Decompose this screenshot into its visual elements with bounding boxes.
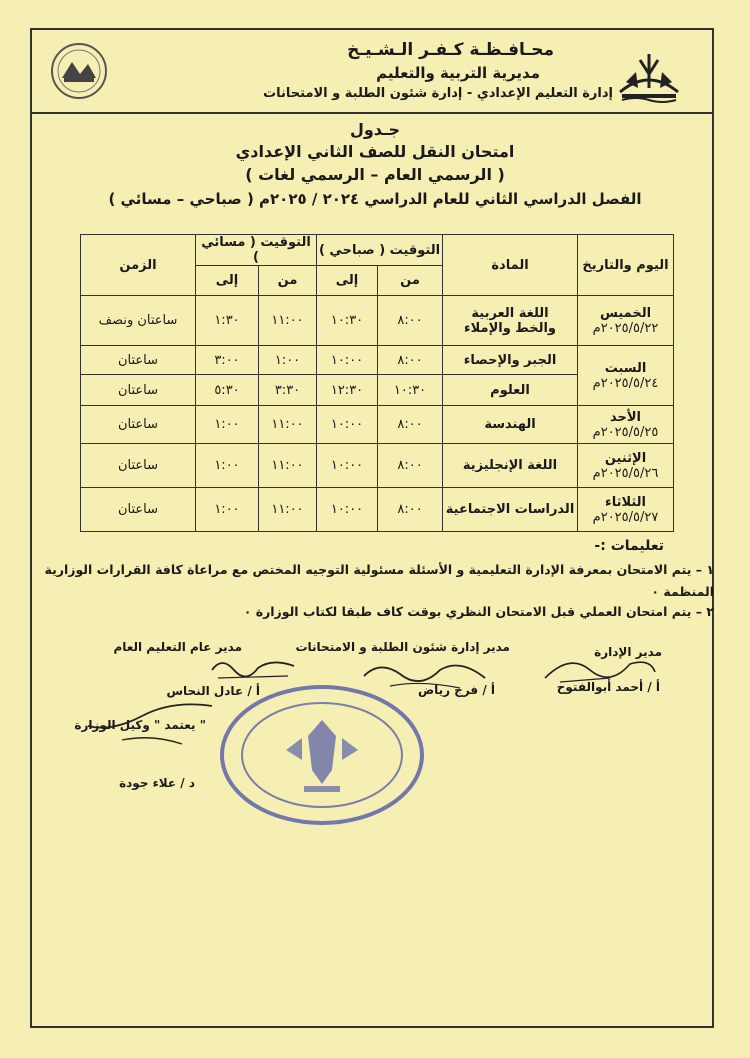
header-evening-to: إلى bbox=[196, 266, 259, 296]
deputy-name: د / علاء جودة bbox=[119, 776, 195, 790]
evening-from-cell: ١١:٠٠ bbox=[259, 296, 317, 346]
subject-cell: العلوم bbox=[443, 375, 578, 406]
day-date-cell: الثلاثاء ٢٠٢٥/٥/٢٧م bbox=[578, 488, 674, 532]
general-manager-signature bbox=[208, 652, 298, 682]
duration-cell: ساعتان bbox=[81, 406, 196, 444]
evening-to-cell: ١:٠٠ bbox=[196, 444, 259, 488]
morning-to-cell: ١٠:٠٠ bbox=[317, 444, 378, 488]
duration-cell: ساعتان bbox=[81, 346, 196, 375]
admin-manager-title: مدير الإدارة bbox=[594, 645, 662, 659]
evening-from-cell: ١١:٠٠ bbox=[259, 488, 317, 532]
evening-to-cell: ٣:٠٠ bbox=[196, 346, 259, 375]
morning-from-cell: ٨:٠٠ bbox=[378, 346, 443, 375]
governorate-name: محـافـظـة كـفـر الـشـيـخ bbox=[347, 40, 554, 60]
header-evening-from: من bbox=[259, 266, 317, 296]
duration-cell: ساعتان bbox=[81, 375, 196, 406]
duration-cell: ساعتان ونصف bbox=[81, 296, 196, 346]
table-row bbox=[81, 406, 674, 444]
morning-to-cell: ١٠:٠٠ bbox=[317, 346, 378, 375]
subject-cell: اللغة الإنجليزية bbox=[443, 444, 578, 488]
day-date-cell: الخميس ٢٠٢٥/٥/٢٢م bbox=[578, 296, 674, 346]
admin-manager-name: أ / أحمد أبوالفتوح bbox=[556, 680, 660, 694]
duration-cell: ساعتان bbox=[81, 444, 196, 488]
evening-to-cell: ١:٠٠ bbox=[196, 488, 259, 532]
morning-from-cell: ٨:٠٠ bbox=[378, 444, 443, 488]
morning-from-cell: ٨:٠٠ bbox=[378, 488, 443, 532]
evening-to-cell: ١:٠٠ bbox=[196, 406, 259, 444]
morning-from-cell: ١٠:٣٠ bbox=[378, 375, 443, 406]
approve-title: " يعتمد " وكيل الوزارة bbox=[74, 718, 206, 732]
instruction-1-line-2: المنظمة ٠ bbox=[651, 584, 714, 599]
subject-cell: الدراسات الاجتماعية bbox=[443, 488, 578, 532]
general-manager-name: أ / عادل النحاس bbox=[166, 684, 260, 698]
header-divider bbox=[30, 112, 714, 114]
evening-from-cell: ١١:٠٠ bbox=[259, 444, 317, 488]
morning-to-cell: ١٠:٣٠ bbox=[317, 296, 378, 346]
governorate-logo-icon bbox=[616, 48, 682, 104]
day-date-cell: السبت ٢٠٢٥/٥/٢٤م bbox=[578, 346, 674, 406]
exam-schedule-table bbox=[80, 234, 674, 532]
ministry-logo-icon bbox=[48, 40, 110, 102]
subject-cell: اللغة العربية والخط والإملاء bbox=[443, 296, 578, 346]
table-row bbox=[81, 296, 674, 346]
header-subject: المادة bbox=[443, 235, 578, 296]
header-evening: التوقيت ( مسائي ) bbox=[196, 235, 317, 266]
deputy-signature bbox=[82, 696, 222, 756]
subject-cell: الهندسة bbox=[443, 406, 578, 444]
day-date-cell: الأحد ٢٠٢٥/٥/٢٥م bbox=[578, 406, 674, 444]
header-morning-from: من bbox=[378, 266, 443, 296]
header-day-date: اليوم والتاريخ bbox=[578, 235, 674, 296]
table-row bbox=[81, 346, 674, 375]
subject-cell: الجبر والإحصاء bbox=[443, 346, 578, 375]
morning-to-cell: ١٠:٠٠ bbox=[317, 406, 378, 444]
instructions-heading: تعليمات :- bbox=[594, 538, 664, 554]
affairs-manager-name: أ / فرج رياض bbox=[417, 683, 495, 697]
evening-from-cell: ٣:٣٠ bbox=[259, 375, 317, 406]
morning-to-cell: ١٠:٠٠ bbox=[317, 488, 378, 532]
morning-from-cell: ٨:٠٠ bbox=[378, 406, 443, 444]
header-duration: الزمن bbox=[81, 235, 196, 296]
directorate-name: مديرية التربية والتعليم bbox=[376, 64, 540, 82]
evening-to-cell: ١:٣٠ bbox=[196, 296, 259, 346]
header-morning: التوقيت ( صباحي ) bbox=[317, 235, 443, 266]
duration-cell: ساعتان bbox=[81, 488, 196, 532]
evening-to-cell: ٥:٣٠ bbox=[196, 375, 259, 406]
exam-title: امتحان النقل للصف الثاني الإعدادي bbox=[235, 142, 515, 161]
morning-from-cell: ٨:٠٠ bbox=[378, 296, 443, 346]
general-manager-title: مدير عام التعليم العام bbox=[113, 640, 242, 654]
term-line: الفصل الدراسي الثاني للعام الدراسي ٢٠٢٤ / ٢٠٢٥م ( صباحي – مسائي ) bbox=[108, 190, 642, 208]
evening-from-cell: ١:٠٠ bbox=[259, 346, 317, 375]
instruction-2: ٢ – يتم امتحان العملي قبل الامتحان النظري بوقت كاف طبقا لكتاب الوزارة ٠ bbox=[243, 604, 714, 619]
school-type: ( الرسمي العام – الرسمي لغات ) bbox=[245, 165, 505, 184]
morning-to-cell: ١٢:٣٠ bbox=[317, 375, 378, 406]
instruction-1-line-1: ١ – يتم الامتحان بمعرفة الإدارة التعليمية و الأسئلة مسئولية التوجيه المختص مع مراعاة كافة القرارات الوزارية bbox=[44, 562, 714, 577]
evening-from-cell: ١١:٠٠ bbox=[259, 406, 317, 444]
doc-title: جـدول bbox=[349, 120, 401, 139]
day-date-cell: الإثنين ٢٠٢٥/٥/٢٦م bbox=[578, 444, 674, 488]
affairs-manager-title: مدير إدارة شئون الطلبة و الامتحانات bbox=[295, 640, 510, 654]
table-row bbox=[81, 488, 674, 532]
header-morning-to: إلى bbox=[317, 266, 378, 296]
official-stamp-icon bbox=[216, 680, 428, 830]
administration-name: إدارة التعليم الإعدادي - إدارة شئون الطلبة و الامتحانات bbox=[263, 86, 613, 101]
table-row bbox=[81, 444, 674, 488]
